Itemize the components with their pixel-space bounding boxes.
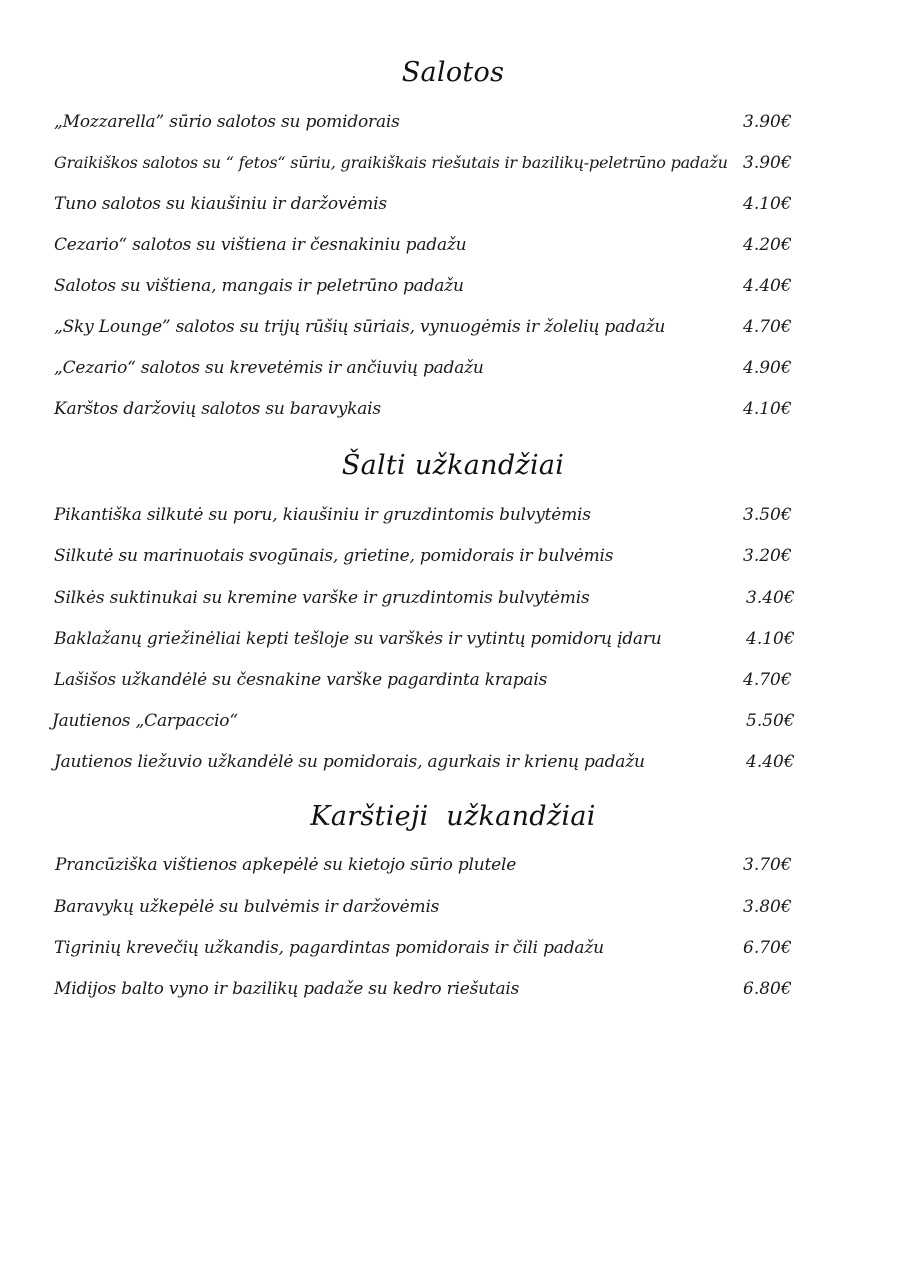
menu-item-price: 4.40€ (743, 276, 792, 296)
menu-item (0, 194, 906, 220)
menu-item (0, 855, 906, 881)
menu-item-name: Cezario“ salotos su vištiena ir česnakiniu padažu (54, 235, 467, 255)
menu-item-price: 6.70€ (743, 938, 792, 958)
menu-item (0, 588, 906, 614)
menu-item (0, 546, 906, 572)
menu-item (0, 505, 906, 531)
menu-item-name: Silkės suktinukai su kremine varške ir gruzdintomis bulvytėmis (54, 588, 590, 608)
menu-item-price: 6.80€ (743, 979, 792, 999)
menu-item-price: 3.50€ (743, 505, 792, 525)
menu-item-name: Tuno salotos su kiaušiniu ir daržovėmis (54, 194, 387, 214)
menu-item (0, 979, 906, 1005)
menu-item-price: 3.40€ (746, 588, 795, 608)
menu-item (0, 897, 906, 923)
menu-item-price: 3.90€ (743, 112, 792, 132)
menu-item-price: 3.80€ (743, 897, 792, 917)
section-title-salotos: Salotos (401, 57, 505, 88)
menu-item-name: Jautienos „Carpaccio“ (52, 711, 238, 731)
menu-item-name: Tigrinių krevečių užkandis, pagardintas pomidorais ir čili padažu (54, 938, 604, 958)
menu-item-price: 4.70€ (743, 317, 792, 337)
menu-item-name: Salotos su vištiena, mangais ir peletrūno padažu (54, 276, 464, 296)
menu-item-name: Midijos balto vyno ir bazilikų padaže su kedro riešutais (54, 979, 520, 999)
menu-item (0, 752, 906, 778)
menu-item (0, 153, 906, 179)
menu-item-name: Jautienos liežuvio užkandėlė su pomidorais, agurkais ir krienų padažu (54, 752, 645, 772)
menu-item-price: 3.70€ (743, 855, 792, 875)
menu-item-name: Karštos daržovių salotos su baravykais (54, 399, 381, 419)
menu-item (0, 235, 906, 261)
menu-item (0, 112, 906, 138)
menu-item-price: 3.20€ (743, 546, 792, 566)
menu-item-name: „Mozzarella” sūrio salotos su pomidorais (54, 112, 400, 132)
menu-item (0, 399, 906, 425)
menu-item-name: „Cezario“ salotos su krevetėmis ir ančiuvių padažu (54, 358, 484, 378)
section-title-salti-uzkandziai: Šalti užkandžiai (341, 450, 565, 481)
menu-item (0, 711, 906, 737)
menu-item (0, 670, 906, 696)
menu-item-name: Baklažanų griežinėliai kepti tešloje su varškės ir vytintų pomidorų įdaru (54, 629, 662, 649)
menu-item-name: Baravykų užkepėlė su bulvėmis ir daržovėmis (54, 897, 440, 917)
menu-item-price: 4.10€ (743, 399, 792, 419)
menu-item-price: 4.10€ (746, 629, 795, 649)
menu-item (0, 629, 906, 655)
menu-item-price: 4.10€ (743, 194, 792, 214)
menu-item (0, 276, 906, 302)
menu-item-price: 3.90€ (743, 153, 792, 173)
menu-item-price: 4.90€ (743, 358, 792, 378)
menu-item (0, 358, 906, 384)
menu-item (0, 317, 906, 343)
menu-item-price: 4.40€ (746, 752, 795, 772)
menu-item-price: 4.20€ (743, 235, 792, 255)
menu-item-name: Graikiškos salotos su “ fetos“ sūriu, graikiškais riešutais ir bazilikų-peletrūno padažu (54, 153, 728, 172)
menu-item-price: 5.50€ (746, 711, 795, 731)
menu-item-name: Silkutė su marinuotais svogūnais, grietine, pomidorais ir bulvėmis (54, 546, 614, 566)
menu-item-price: 4.70€ (743, 670, 792, 690)
menu-item-name: „Sky Lounge” salotos su trijų rūšių sūriais, vynuogėmis ir žolelių padažu (54, 317, 666, 337)
menu-item-name: Lašišos užkandėlė su česnakine varške pagardinta krapais (54, 670, 548, 690)
menu-item-name: Pikantiška silkutė su poru, kiaušiniu ir gruzdintomis bulvytėmis (54, 505, 591, 525)
section-title-karstieji-uzkandziai: Karštieji užkandžiai (310, 801, 596, 832)
menu-item-name: Prancūziška vištienos apkepėlė su kietojo sūrio plutele (55, 855, 517, 875)
menu-item (0, 938, 906, 964)
